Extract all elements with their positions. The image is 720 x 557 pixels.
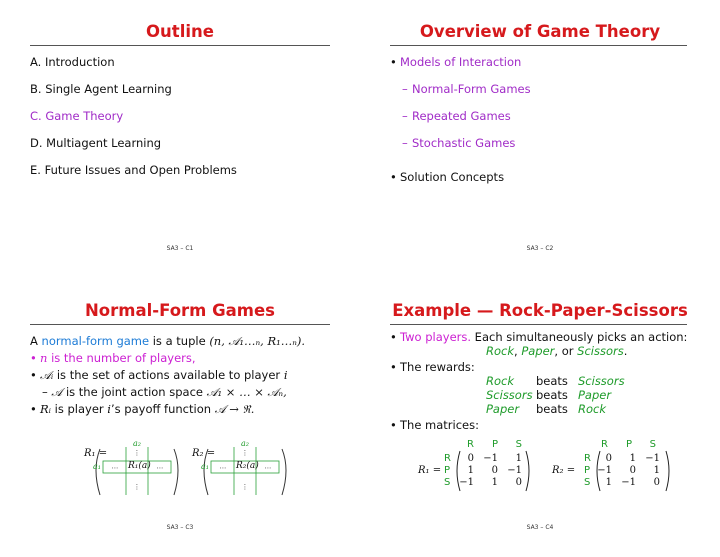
reward-1-verb: beats bbox=[536, 388, 568, 402]
r2-col-r: R bbox=[601, 439, 608, 450]
bullet-dot-icon: • bbox=[30, 351, 37, 365]
sub-repeated bbox=[402, 109, 511, 123]
reward-0-winner: Rock bbox=[486, 374, 515, 388]
r1-cell: 0 bbox=[467, 453, 474, 464]
reward-2-winner: Paper bbox=[486, 402, 520, 416]
r2-cell: 0 bbox=[629, 465, 636, 476]
outline-item-a: A. Introduction bbox=[30, 55, 115, 69]
slide-title: Outline bbox=[146, 22, 214, 41]
r2-col-s: S bbox=[649, 439, 656, 450]
r2-cell: 1 bbox=[605, 477, 612, 488]
text: , or bbox=[554, 344, 578, 358]
sub-text: Repeated Games bbox=[412, 109, 511, 123]
outline-item-b: B. Single Agent Learning bbox=[30, 82, 172, 96]
r1-cell: 0 bbox=[515, 477, 522, 488]
sub-text: Stochastic Games bbox=[412, 136, 516, 150]
matrix-r1-row-label: a₁ bbox=[93, 462, 101, 471]
slide-outline bbox=[0, 0, 360, 278]
r1-col-p: P bbox=[491, 439, 498, 450]
text: is the set of actions available to player bbox=[53, 368, 284, 382]
bullet-payoff bbox=[30, 402, 254, 417]
svg-text:⋯: ⋯ bbox=[219, 464, 227, 472]
dash-icon: – bbox=[402, 109, 408, 123]
text: The rewards: bbox=[400, 360, 475, 374]
r1-cell: 1 bbox=[515, 453, 522, 464]
r1-row-p: P bbox=[444, 465, 451, 476]
slide-title: Overview of Game Theory bbox=[419, 22, 661, 41]
r2-matrix-name: R₂ = bbox=[552, 465, 576, 476]
matrix-r1-label: R₁ = bbox=[84, 448, 108, 459]
r1-col-r: R bbox=[467, 439, 474, 450]
slide-title: Example — Rock-Paper-Scissors bbox=[392, 301, 688, 320]
slide-footer: SA3 – C2 bbox=[526, 245, 554, 252]
r2-cell: 0 bbox=[653, 477, 660, 488]
r2-cell: 0 bbox=[605, 453, 612, 464]
reward-2-verb: beats bbox=[536, 402, 568, 416]
r2-cell: 1 bbox=[629, 453, 636, 464]
math: n bbox=[40, 351, 48, 365]
slide-rps-example bbox=[360, 279, 720, 557]
matrix-r2-col-label: a₂ bbox=[241, 439, 249, 448]
text: ’s payoff function bbox=[110, 402, 215, 416]
text: is the number of players, bbox=[47, 351, 196, 365]
r1-col-s: S bbox=[515, 439, 522, 450]
matrix-r2-label: R₂ = bbox=[192, 448, 216, 459]
r1-row-s: S bbox=[444, 477, 451, 488]
slide-title: Normal-Form Games bbox=[84, 301, 275, 320]
matrix-r2-cell: R₂(a) bbox=[236, 461, 259, 471]
reward-0-verb: beats bbox=[536, 374, 568, 388]
bullet-dot-icon: • bbox=[30, 402, 37, 416]
r1-row-r: R bbox=[444, 453, 451, 464]
svg-text:⋯: ⋯ bbox=[264, 464, 272, 472]
title-rule bbox=[390, 45, 687, 46]
sub-normal-form bbox=[402, 82, 531, 96]
r2-col-p: P bbox=[625, 439, 632, 450]
r2-cell: −1 bbox=[621, 477, 636, 488]
bullet-two-players bbox=[390, 330, 687, 344]
bullet-models bbox=[390, 55, 521, 69]
text: The matrices: bbox=[400, 418, 479, 432]
matrix-r1-cell: R₁(a) bbox=[128, 461, 151, 471]
text: is a tuple bbox=[149, 334, 210, 348]
r1-matrix-name: R₁ = bbox=[418, 465, 442, 476]
bullet-dot-icon: • bbox=[390, 360, 397, 374]
bullet-matrices bbox=[390, 418, 479, 432]
slide-footer: SA3 – C3 bbox=[166, 524, 194, 531]
term-normal-form: normal-form game bbox=[41, 334, 150, 348]
sub-stochastic bbox=[402, 136, 515, 150]
slide-footer: SA3 – C1 bbox=[166, 245, 194, 252]
r2-row-p: P bbox=[584, 465, 591, 476]
bullet-dot-icon: • bbox=[390, 55, 397, 69]
math: 𝒜 → ℜ. bbox=[214, 402, 255, 416]
dash-icon: – bbox=[402, 136, 408, 150]
action-scissors: Scissors bbox=[577, 344, 624, 358]
reward-1-winner: Scissors bbox=[486, 388, 533, 402]
text: A bbox=[30, 334, 42, 348]
svg-text:⋮: ⋮ bbox=[133, 449, 141, 457]
action-paper: Paper bbox=[521, 344, 555, 358]
r1-cell: −1 bbox=[483, 453, 498, 464]
bullet-dot-icon: • bbox=[390, 418, 397, 432]
outline-item-c: C. Game Theory bbox=[30, 109, 124, 123]
matrix-r1-col-label: a₂ bbox=[133, 439, 141, 448]
dash: – bbox=[42, 385, 52, 399]
r2-row-s: S bbox=[584, 477, 591, 488]
svg-text:⋯: ⋯ bbox=[156, 464, 164, 472]
bullet-actions bbox=[30, 368, 288, 383]
title-rule bbox=[390, 324, 687, 325]
slide-normal-form bbox=[0, 279, 360, 557]
bullet-text: Solution Concepts bbox=[400, 170, 505, 184]
sub-text: Normal-Form Games bbox=[412, 82, 531, 96]
r1-cell: 1 bbox=[491, 477, 498, 488]
text: , bbox=[514, 344, 522, 358]
reward-0-loser: Scissors bbox=[578, 374, 625, 388]
outline-item-e: E. Future Issues and Open Problems bbox=[30, 163, 237, 177]
r2-cell: −1 bbox=[597, 465, 612, 476]
r2-cell: −1 bbox=[645, 453, 660, 464]
math: i bbox=[107, 402, 111, 416]
text: is the joint action space bbox=[62, 385, 207, 399]
r2-row-r: R bbox=[584, 453, 591, 464]
svg-text:⋯: ⋯ bbox=[111, 464, 119, 472]
bullet-dot-icon: • bbox=[30, 368, 37, 382]
definition-line bbox=[30, 334, 305, 349]
tuple-expr: (n, 𝒜₁…ₙ, R₁…ₙ). bbox=[209, 334, 306, 348]
math: Rᵢ bbox=[40, 402, 51, 416]
r1-cell: −1 bbox=[507, 465, 522, 476]
bullet-dot-icon: • bbox=[390, 170, 397, 184]
bullet-n bbox=[30, 351, 196, 365]
title-rule bbox=[30, 324, 330, 325]
svg-text:⋮: ⋮ bbox=[241, 449, 249, 457]
bullet-dot-icon: • bbox=[390, 330, 397, 344]
dash-icon: – bbox=[402, 82, 408, 96]
sub-joint-action bbox=[42, 385, 287, 400]
math: 𝒜₁ × … × 𝒜ₙ, bbox=[206, 385, 287, 399]
math: 𝒜ᵢ bbox=[40, 368, 54, 382]
r1-cell: 0 bbox=[491, 465, 498, 476]
slide-footer: SA3 – C4 bbox=[526, 524, 554, 531]
title-rule bbox=[30, 45, 330, 46]
slide-overview bbox=[360, 0, 720, 278]
reward-2-loser: Rock bbox=[578, 402, 607, 416]
bullet-solution bbox=[390, 170, 504, 184]
matrix-r2-row-label: a₁ bbox=[201, 462, 209, 471]
text: Two players. bbox=[400, 330, 472, 344]
svg-text:⋮: ⋮ bbox=[133, 483, 141, 491]
math: i bbox=[283, 368, 288, 382]
outline-item-d: D. Multiagent Learning bbox=[30, 136, 162, 150]
bullet-rewards bbox=[390, 360, 475, 374]
bullet-text: Models of Interaction bbox=[400, 55, 522, 69]
r1-cell: −1 bbox=[459, 477, 474, 488]
reward-1-loser: Paper bbox=[578, 388, 612, 402]
action-rock: Rock bbox=[486, 344, 515, 358]
action-list bbox=[486, 344, 627, 358]
text: . bbox=[623, 344, 628, 358]
r2-cell: 1 bbox=[653, 465, 660, 476]
text: is player bbox=[50, 402, 108, 416]
r1-cell: 1 bbox=[467, 465, 474, 476]
text: Each simultaneously picks an action: bbox=[471, 330, 688, 344]
svg-text:⋮: ⋮ bbox=[241, 483, 249, 491]
math: 𝒜 bbox=[51, 385, 63, 399]
